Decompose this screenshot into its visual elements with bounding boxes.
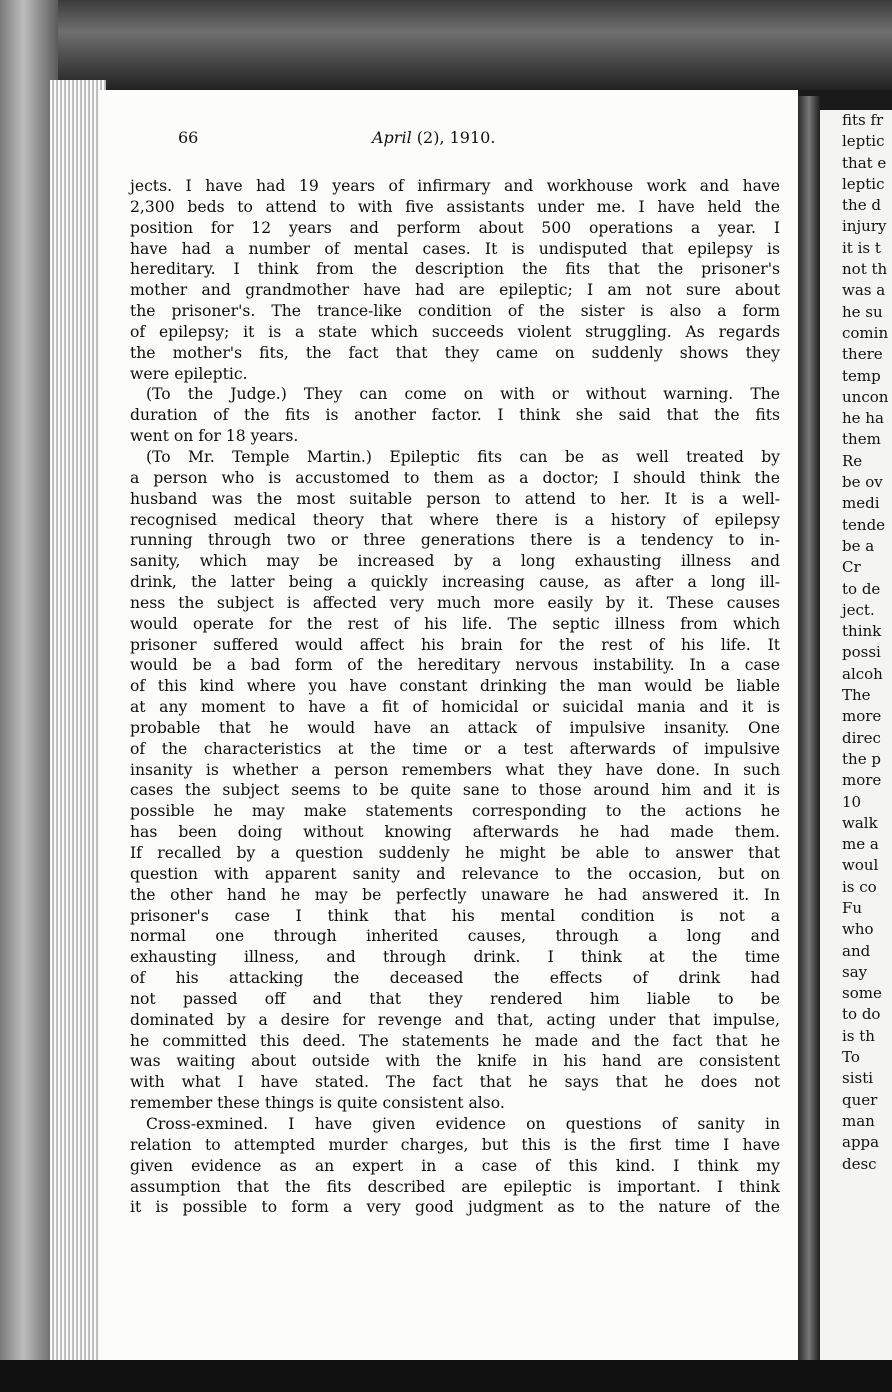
text-line: relation to attempted murder charges, but this is the first time I have [130, 1135, 780, 1154]
text-line: of epilepsy; it is a state which succeeds violent struggling. As regards [130, 322, 780, 341]
text-line: question with apparent sanity and relevance to the occasion, but on [130, 864, 780, 883]
text-line: husband was the most suitable person to attend to her. It is a well- [130, 489, 780, 508]
facing-page-line: possi [842, 643, 881, 662]
facing-page-line: To [842, 1048, 860, 1067]
text-line: recognised medical theory that where there is a history of epilepsy [130, 510, 780, 529]
facing-page-line: uncon [842, 387, 889, 406]
facing-page-line: medi [842, 494, 880, 513]
facing-page-line: that e [842, 153, 887, 172]
facing-page-line: injury [842, 217, 887, 236]
text-line: drink, the latter being a quickly increasing cause, as after a long ill- [130, 573, 780, 592]
text-line: If recalled by a question suddenly he might be able to answer that [130, 844, 780, 862]
text-line: remember these things is quite consistent also. [130, 1094, 505, 1113]
text-line: ness the subject is affected very much more easily by it. These causes [130, 593, 780, 612]
page-number: 66 [178, 128, 199, 147]
page-edges [50, 80, 106, 1368]
facing-page-line: who [842, 920, 874, 939]
facing-page-line: the p [842, 749, 881, 768]
running-head-rest: (2), 1910. [411, 128, 496, 147]
text-line: of his attacking the deceased the effects of drink had [130, 969, 780, 988]
text-line: 2,300 beds to attend to with five assistants under me. I have held the [130, 197, 780, 216]
facing-page-line: to do [842, 1005, 881, 1024]
text-line: (To the Judge.) They can come on with or without warning. The [146, 385, 780, 404]
text-line: hereditary. I think from the description the fits that the prisoner's [130, 260, 780, 279]
facing-page-line: fits fr [842, 111, 884, 129]
text-line: it is possible to form a very good judgment as to the nature of the [130, 1198, 780, 1217]
text-line: of the characteristics at the time or a test afterwards of impulsive [130, 739, 780, 758]
text-line: has been doing without knowing afterwards he had made them. [130, 823, 780, 842]
facing-page-line: leptic [842, 132, 885, 151]
text-line: were epileptic. [130, 364, 248, 383]
facing-page-line: Cr [842, 558, 861, 577]
text-line: not passed off and that they rendered him liable to be [130, 989, 780, 1008]
text-line: of this kind where you have constant drinking the man would be liable [130, 677, 780, 696]
facing-page-line: and [842, 941, 871, 960]
facing-page-line: he ha [842, 409, 884, 428]
facing-page-line: sisti [842, 1069, 874, 1088]
facing-page-line: The [842, 686, 871, 705]
facing-page-line: is co [842, 877, 877, 896]
text-line: insanity is whether a person remembers what they have done. In such [130, 760, 780, 779]
facing-page-line: quer [842, 1090, 878, 1109]
text-line: prisoner suffered would affect his brain for the rest of his life. It [130, 635, 780, 654]
facing-page-line: man [842, 1111, 875, 1130]
facing-page-line: there [842, 345, 883, 364]
facing-page-line: Fu [842, 898, 863, 917]
text-line: duration of the fits is another factor. I think she said that the fits [130, 406, 780, 425]
text-line: sanity, which may be increased by a long exhausting illness and [130, 552, 780, 571]
text-line: have had a number of mental cases. It is undisputed that epilepsy is [130, 239, 780, 258]
text-line: Cross-exmined. I have given evidence on questions of sanity in [146, 1114, 780, 1133]
facing-page-line: more [842, 771, 882, 790]
running-head-date [372, 128, 495, 147]
facing-page-line: comin [842, 323, 889, 342]
facing-page-line: Re [842, 451, 863, 470]
text-line: given evidence as an expert in a case of this kind. I think my [130, 1156, 780, 1175]
facing-page-line: the d [842, 196, 881, 215]
facing-page-fragment [820, 110, 892, 1368]
facing-page-line: temp [842, 366, 881, 385]
facing-page-line: is th [842, 1026, 875, 1045]
facing-page-line: woul [842, 856, 879, 875]
scan-top-shadow [0, 0, 892, 90]
facing-page-line: direc [842, 728, 881, 747]
facing-page-line: ject. [842, 600, 875, 619]
text-line: cases the subject seems to be quite sane to those around him and it is [130, 781, 780, 800]
text-line: exhausting illness, and through drink. I think at the time [130, 948, 780, 967]
facing-page-line: them [842, 430, 881, 449]
facing-page-line: he su [842, 302, 883, 321]
text-line: position for 12 years and perform about 500 operations a year. I [130, 218, 780, 237]
facing-page-line: alcoh [842, 664, 883, 683]
text-line: probable that he would have an attack of impulsive insanity. One [130, 718, 780, 737]
text-line: running through two or three generations there is a tendency to in- [130, 531, 780, 550]
text-line: the other hand he may be perfectly unaware he had answered it. In [130, 885, 780, 904]
text-line: the prisoner's. The trance-like condition of the sister is also a form [130, 302, 780, 321]
text-line: jects. I have had 19 years of infirmary and workhouse work and have [130, 177, 780, 195]
facing-page-line: say [842, 962, 868, 981]
text-line: the mother's fits, the fact that they came on suddenly shows they [130, 343, 780, 362]
facing-page-line: not th [842, 260, 888, 279]
text-line: normal one through inherited causes, through a long and [130, 927, 780, 946]
facing-page-line: think [842, 622, 882, 641]
text-line: (To Mr. Temple Martin.) Epileptic fits can be as well treated by [146, 447, 780, 466]
facing-page-line: more [842, 707, 882, 726]
text-line: assumption that the fits described are epileptic is important. I think [130, 1177, 780, 1196]
scan-bottom-band [0, 1360, 892, 1392]
page-header [178, 128, 778, 150]
text-line: mother and grandmother have had are epileptic; I am not sure about [130, 281, 780, 300]
facing-page-line: was a [842, 281, 886, 300]
text-line: he committed this deed. The statements he made and the fact that he [130, 1031, 780, 1050]
facing-page-line: be a [842, 536, 875, 555]
text-line: prisoner's case I think that his mental condition is not a [130, 906, 780, 925]
running-head-month: April [372, 128, 412, 147]
facing-page-line: walk [842, 813, 878, 832]
facing-page-line: 10 [842, 792, 862, 811]
book-gutter [798, 96, 820, 1366]
text-line: a person who is accustomed to them as a doctor; I should think the [130, 468, 780, 487]
facing-page-line: desc [842, 1154, 877, 1173]
facing-page-line: be ov [842, 473, 883, 492]
facing-page-line: some [842, 984, 882, 1003]
text-line: possible he may make statements corresponding to the actions he [130, 802, 780, 821]
facing-page-line: appa [842, 1133, 880, 1152]
body-text [130, 176, 780, 1218]
facing-page-line: to de [842, 579, 881, 598]
facing-page-line: me a [842, 835, 879, 854]
facing-page-line: leptic [842, 174, 885, 193]
text-line: went on for 18 years. [130, 427, 299, 446]
text-line: dominated by a desire for revenge and that, acting under that impulse, [130, 1010, 780, 1029]
text-line: would operate for the rest of his life. The septic illness from which [130, 614, 780, 633]
text-line: would be a bad form of the hereditary nervous instability. In a case [130, 656, 780, 675]
book-page [100, 90, 798, 1360]
text-line: at any moment to have a fit of homicidal or suicidal mania and it is [130, 698, 780, 717]
text-line: was waiting about outside with the knife in his hand are consistent [130, 1052, 780, 1071]
text-line: with what I have stated. The fact that he says that he does not [130, 1073, 780, 1092]
facing-page-line: tende [842, 515, 886, 534]
facing-page-line: it is t [842, 238, 881, 257]
